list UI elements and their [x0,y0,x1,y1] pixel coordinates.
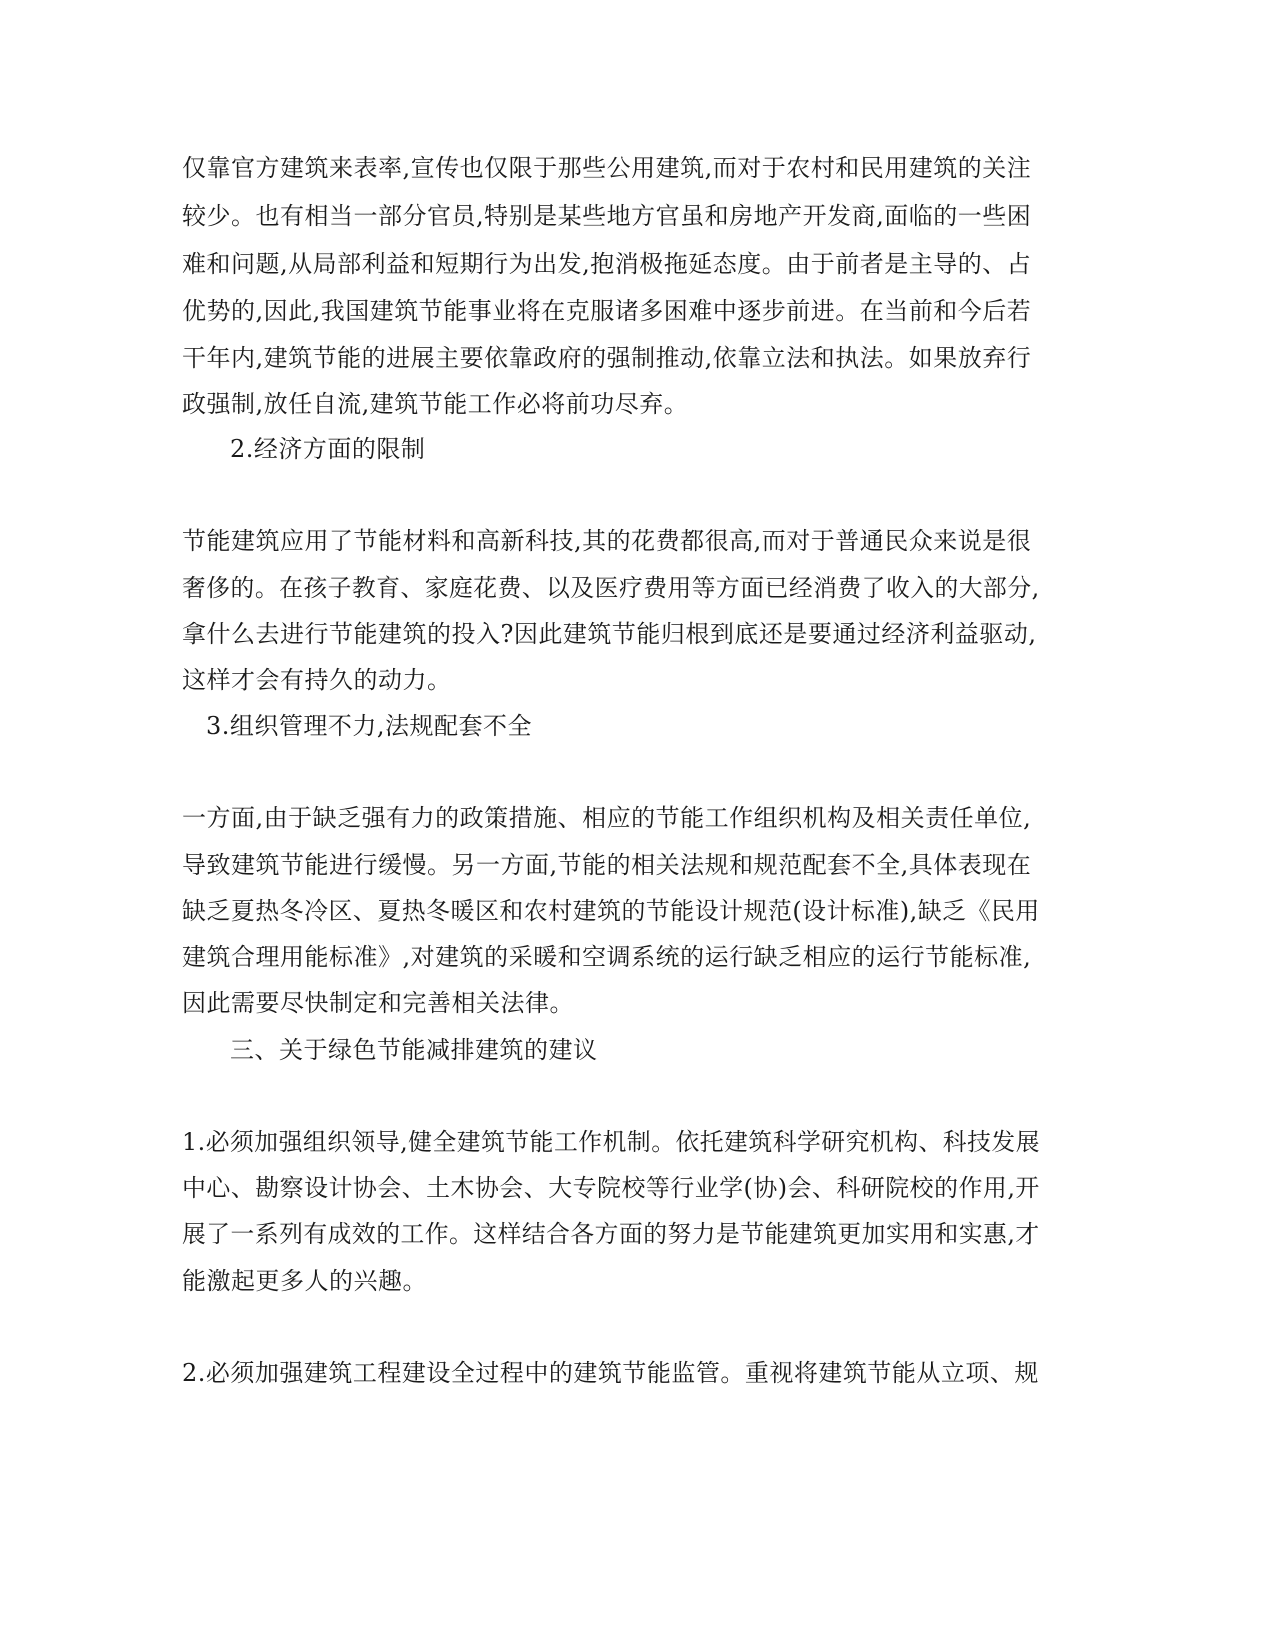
text-line: 建筑合理用能标准》,对建筑的采暖和空调系统的运行缺乏相应的运行节能标准, [182,943,1032,971]
text-line: 因此需要尽快制定和完善相关法律。 [182,989,574,1017]
text-line: 节能建筑应用了节能材料和高新科技,其的花费都很高,而对于普通民众来说是很 [182,527,1032,555]
text-line: 奢侈的。在孩子教育、家庭花费、以及医疗费用等方面已经消费了收入的大部分, [182,574,1040,602]
text-line: 较少。也有相当一部分官员,特别是某些地方官虽和房地产开发商,面临的一些困 [182,202,1032,230]
text-line: 政强制,放任自流,建筑节能工作必将前功尽弃。 [182,390,689,418]
text-line: 一方面,由于缺乏强有力的政策措施、相应的节能工作组织机构及相关责任单位, [182,804,1032,832]
text-line: 难和问题,从局部利益和短期行为出发,抱消极拖延态度。由于前者是主导的、占 [182,250,1032,278]
text-line: 干年内,建筑节能的进展主要依靠政府的强制推动,依靠立法和执法。如果放弃行 [182,344,1032,372]
text-line: 拿什么去进行节能建筑的投入?因此建筑节能归根到底还是要通过经济利益驱动, [182,620,1037,648]
text-line: 2.必须加强建筑工程建设全过程中的建筑节能监管。重视将建筑节能从立项、规 [182,1359,1039,1387]
text-line: 1.必须加强组织领导,健全建筑节能工作机制。依托建筑科学研究机构、科技发展 [182,1128,1041,1156]
text-line: 缺乏夏热冬冷区、夏热冬暖区和农村建筑的节能设计规范(设计标准),缺乏《民用 [182,897,1040,925]
text-line: 能激起更多人的兴趣。 [182,1267,427,1295]
text-line: 仅靠官方建筑来表率,宣传也仅限于那些公用建筑,而对于农村和民用建筑的关注 [182,154,1032,182]
text-line: 导致建筑节能进行缓慢。另一方面,节能的相关法规和规范配套不全,具体表现在 [182,851,1032,879]
text-line: 这样才会有持久的动力。 [182,666,452,694]
section-heading: 2.经济方面的限制 [230,435,426,463]
text-line: 展了一系列有成效的工作。这样结合各方面的努力是节能建筑更加实用和实惠,才 [182,1220,1040,1248]
text-line: 优势的,因此,我国建筑节能事业将在克服诸多困难中逐步前进。在当前和今后若 [182,297,1032,325]
section-heading: 三、关于绿色节能减排建筑的建议 [230,1036,598,1064]
section-heading: 3.组织管理不力,法规配套不全 [206,712,533,740]
text-line: 中心、勘察设计协会、土木协会、大专院校等行业学(协)会、科研院校的作用,开 [182,1174,1040,1202]
